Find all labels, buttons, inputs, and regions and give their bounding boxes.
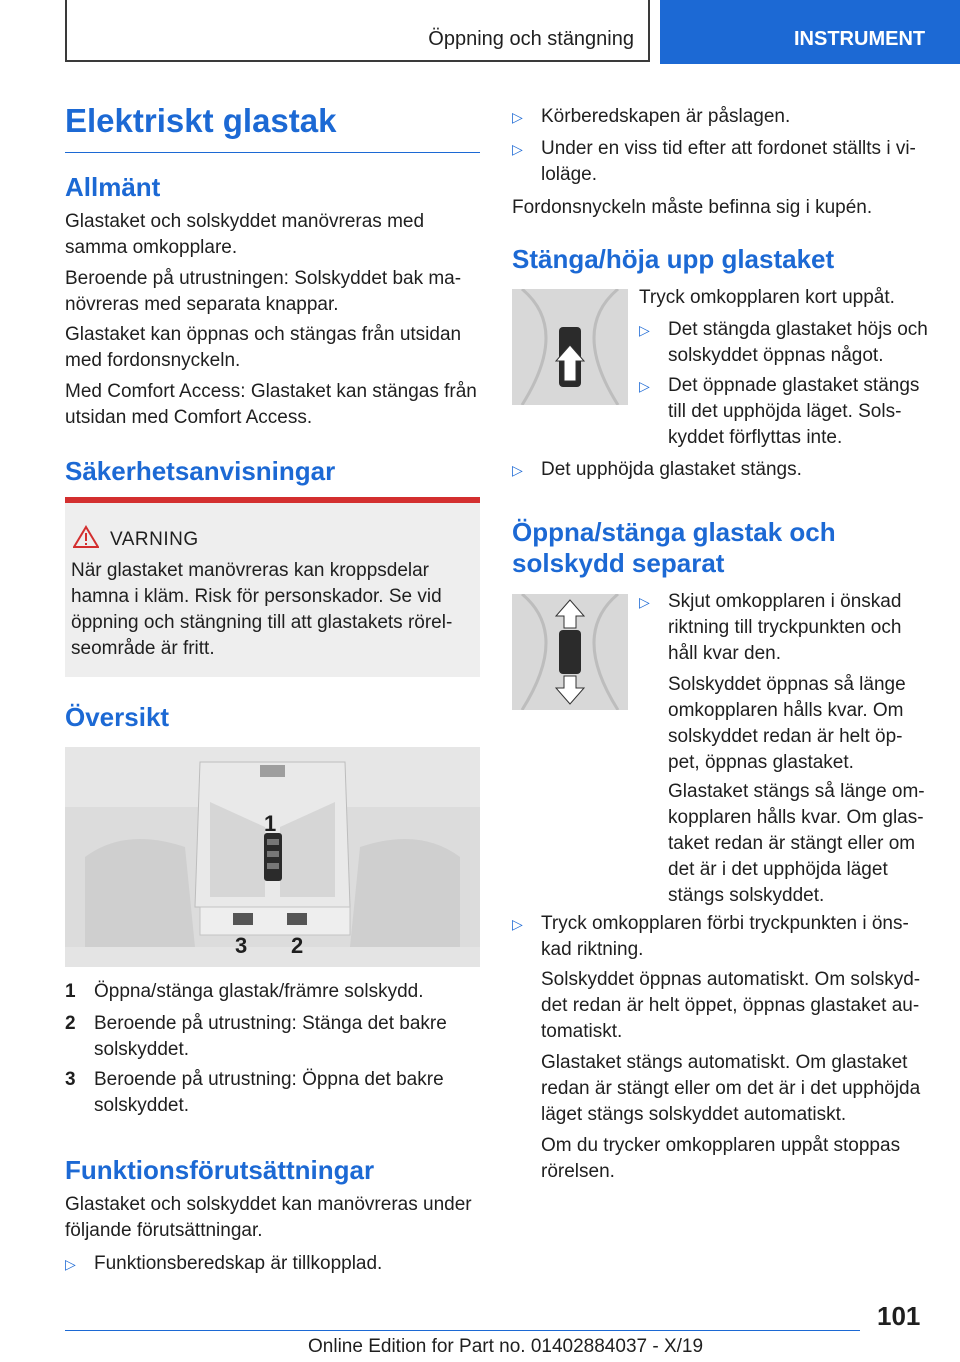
paragraph: Glastaket stängs så länge om-kopplaren hålls kvar. Om glas-taket redan är stängt eller om det är i det upphöjda läget stängs solskyddet. [668, 781, 925, 906]
list-item: ▷ Det öppnade glastaket stängs till det upphöjda läget. Sols-kyddet förflyttas inte. [639, 375, 920, 448]
triangle-bullet-icon: ▷ [639, 322, 650, 338]
triangle-bullet-icon: ▷ [512, 916, 523, 932]
paragraph: Glastaket och solskyddet kan manövreras under följande förutsättningar. [65, 1194, 472, 1241]
legend-text: Beroende på utrustning: Stänga det bakre solskyddet. [94, 1013, 447, 1060]
legend-number: 3 [65, 1069, 76, 1090]
warning-box [65, 497, 480, 677]
paragraph: Glastaket kan öppnas och stängas från utsidan med fordonsnyckeln. [65, 324, 462, 371]
heading-allmant: Allmänt [65, 172, 161, 202]
paragraph: Om du trycker omkopplaren uppåt stoppas rörelsen. [541, 1135, 901, 1182]
legend-number: 1 [65, 981, 76, 1002]
switch-updown-image [512, 594, 628, 710]
list-item: ▷ Under en viss tid efter att fordonet ställts i vi-loläge. [512, 138, 916, 185]
paragraph: Solskyddet öppnas automatiskt. Om solskyd-det redan är helt öppet, öppnas glastaket au-tomatiskt. [541, 969, 921, 1042]
switch-up-image [512, 289, 628, 405]
triangle-bullet-icon: ▷ [512, 109, 523, 125]
legend-text: Beroende på utrustning: Öppna det bakre solskyddet. [94, 1069, 444, 1116]
paragraph: Fordonsnyckeln måste befinna sig i kupén. [512, 197, 873, 218]
footer-edition: Online Edition for Part no. 01402884037 - X/19 [308, 1336, 704, 1357]
paragraph: Beroende på utrustningen: Solskyddet bak ma-növreras med separata knappar. [65, 268, 462, 315]
page-number: 101 [877, 1301, 921, 1331]
legend-number: 2 [65, 1013, 76, 1034]
list-item: ▷ Det upphöjda glastaket stängs. [512, 457, 927, 483]
overview-image [65, 747, 480, 967]
heading-separat-line1: Öppna/stänga glastak och [512, 517, 836, 547]
paragraph: Solskyddet öppnas så länge omkopplaren hålls kvar. Om solskyddet redan är helt öp-pet, öppnas glastaket. [668, 674, 906, 773]
image-label-2: 2 [291, 933, 304, 958]
header-chapter-tab[interactable]: INSTRUMENT [660, 0, 960, 64]
heading-stanga: Stänga/höja upp glastaket [512, 244, 835, 274]
paragraph: Glastaket stängs automatiskt. Om glastaket redan är stängt eller om det är i det upphöjda läget stängs solskyddet automatiskt. [541, 1052, 921, 1125]
list-item: ▷ Det stängda glastaket höjs och solskyddet öppnas något. [639, 319, 928, 366]
footer-divider [65, 1330, 860, 1331]
heading-funktion: Funktionsförutsättningar [65, 1155, 375, 1185]
warning-text: När glastaket manövreras kan kroppsdelar hamna i kläm. Risk för personskador. Se vid öppning och stängning till att glastakets rörel-seområde är fritt. [71, 560, 453, 659]
paragraph: Glastaket och solskyddet manövreras med samma omkopplare. [65, 211, 425, 258]
triangle-bullet-icon: ▷ [639, 378, 650, 394]
warning-triangle-icon [73, 525, 99, 554]
list-item: ▷ Körberedskapen är påslagen. [512, 104, 927, 130]
triangle-bullet-icon: ▷ [639, 594, 650, 610]
legend-text: Öppna/stänga glastak/främre solskydd. [94, 981, 424, 1002]
paragraph: Tryck omkopplaren kort uppåt. [639, 287, 895, 308]
list-item: ▷ Skjut omkopplaren i önskad riktning till tryckpunkten och håll kvar den. [639, 591, 902, 664]
heading-separat-line2: solskydd separat [512, 548, 725, 578]
triangle-bullet-icon: ▷ [512, 141, 523, 157]
list-item: ▷ Funktionsberedskap är tillkopplad. [65, 1251, 480, 1277]
list-item: ▷ Tryck omkopplaren förbi tryckpunkten i öns-kad riktning. [512, 913, 909, 960]
triangle-bullet-icon: ▷ [512, 462, 523, 478]
heading-oversikt: Översikt [65, 702, 170, 732]
warning-title: VARNING [110, 529, 199, 550]
page-title: Elektriskt glastak [65, 102, 480, 153]
image-label-1: 1 [264, 811, 277, 836]
header-section-title: Öppning och stängning [65, 0, 650, 62]
paragraph: Med Comfort Access: Glastaket kan stängas från utsidan med Comfort Access. [65, 381, 477, 428]
heading-sakerhet: Säkerhetsanvisningar [65, 456, 336, 486]
triangle-bullet-icon: ▷ [65, 1256, 76, 1272]
image-label-3: 3 [235, 933, 248, 958]
